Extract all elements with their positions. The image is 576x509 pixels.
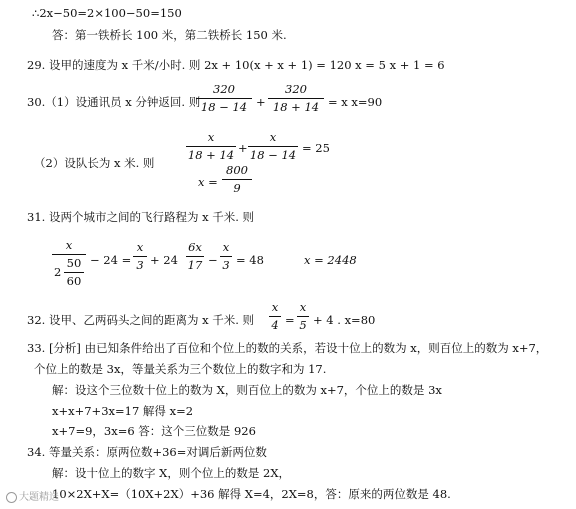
fraction-30b2	[248, 130, 298, 163]
numerator: x	[222, 240, 230, 254]
numerator: 800	[226, 163, 248, 177]
plus-sign: +	[238, 141, 248, 155]
q31-answer: x = 2448	[304, 253, 357, 267]
fraction-31c	[186, 240, 204, 273]
numerator: x	[207, 130, 215, 144]
q34-line1: 34. 等量关系：原两位数+36=对调后新两位数	[27, 445, 267, 459]
q31-eq48: = 48	[236, 253, 264, 267]
numerator: x	[65, 238, 73, 252]
q33-line2: 个位上的数是 3x，等量关系为三个数位上的数字和为 17.	[34, 362, 327, 376]
fraction-31a	[52, 238, 86, 290]
denominator: 18 − 14	[200, 100, 248, 114]
denominator: 4	[271, 318, 279, 332]
denominator: 17	[187, 258, 203, 272]
q32-text: 32. 设甲、乙两码头之间的距离为 x 千米. 则	[27, 313, 255, 327]
q30a-result: = x x=90	[328, 95, 383, 109]
line-1: ∴2x−50=2×100−50=150	[32, 6, 182, 20]
denominator: 5	[299, 318, 307, 332]
q34-line2: 解：设十位上的数字 X，则个位上的数是 2X，	[52, 466, 290, 480]
numerator: x	[299, 300, 307, 314]
fraction-31a-inner	[64, 256, 84, 289]
denominator: 3	[222, 258, 230, 272]
mixed-denominator	[52, 256, 86, 290]
q31: 31. 设两个城市之间的飞行路程为 x 千米. 则	[27, 210, 255, 224]
fraction-30a2	[268, 82, 324, 115]
q33-line5: x+7=9，3x=6 答：这个三位数是 926	[52, 424, 256, 438]
q32-result: + 4 . x=80	[313, 313, 376, 327]
numerator: x	[269, 130, 277, 144]
fraction-32a	[269, 300, 281, 333]
line-2: 答：第一铁桥长 100 米，第二铁桥长 150 米.	[52, 28, 287, 42]
fraction-31b	[133, 240, 147, 273]
q32-equals: =	[285, 313, 295, 327]
q30b-result: = 25	[302, 141, 330, 155]
q33-line1: 33. [分析] 由已知条件给出了百位和个位上的数的关系，若设十位上的数为 x，则百位上的数为 x+7，	[27, 341, 548, 355]
watermark-logo-icon	[6, 492, 17, 503]
denominator: 9	[233, 181, 241, 195]
denominator: 3	[136, 258, 144, 272]
numerator: 320	[285, 82, 307, 96]
q31-plus24: + 24	[150, 253, 178, 267]
watermark	[6, 488, 59, 503]
fraction-32b	[297, 300, 309, 333]
q34-line3: 10×2X+X=（10X+2X）+36 解得 X=4，2X=8，答：原来的两位数是 48.	[52, 487, 451, 501]
q29: 29. 设甲的速度为 x 千米/小时. 则 2x + 10(x + x + 1) = 120 x = 5 x + 1 = 6	[27, 58, 445, 72]
numerator: 6x	[188, 240, 202, 254]
fraction-30b1	[186, 130, 236, 163]
q30b-text: （2）设队长为 x 米. 则	[34, 156, 155, 170]
mixed-integer: 2	[54, 265, 62, 279]
watermark-text: 大题精选	[19, 492, 59, 503]
q30a-text: 30.（1）设通讯员 x 分钟返回. 则	[27, 95, 201, 109]
numerator: 320	[213, 82, 235, 96]
fraction-30a1	[196, 82, 252, 115]
plus-sign: +	[256, 95, 266, 109]
fraction-30b3	[222, 163, 252, 196]
q30b-x: x =	[198, 175, 218, 189]
denominator: 18 + 14	[187, 148, 235, 162]
numerator: x	[136, 240, 144, 254]
denominator: 60	[66, 274, 82, 288]
q31-minus: −	[208, 253, 218, 267]
denominator: 18 + 14	[272, 100, 320, 114]
q33-line4: x+x+7+3x=17 解得 x=2	[52, 404, 194, 418]
numerator: x	[271, 300, 279, 314]
q33-line3: 解：设这个三位数十位上的数为 X，则百位上的数为 x+7，个位上的数是 3x	[52, 383, 442, 397]
fraction-31d	[220, 240, 232, 273]
numerator: 50	[66, 256, 82, 270]
q31-minus24: − 24 =	[90, 253, 132, 267]
denominator: 18 − 14	[249, 148, 297, 162]
